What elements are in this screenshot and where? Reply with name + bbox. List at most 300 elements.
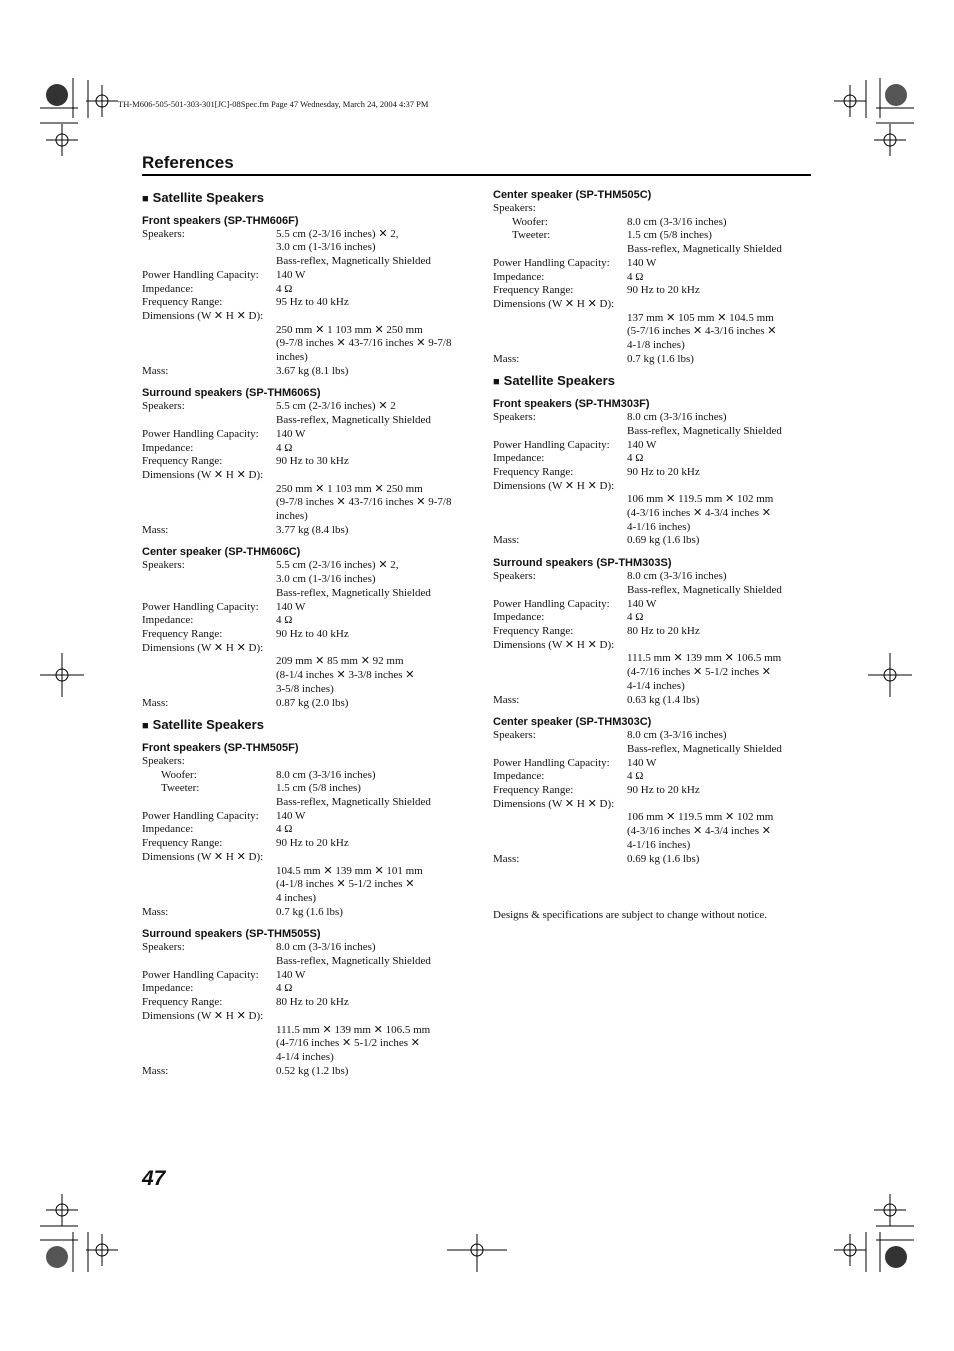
spec-label: Speakers: [142, 941, 185, 954]
spec-label [493, 312, 627, 326]
spec-label [142, 878, 276, 892]
spec-value [627, 798, 823, 812]
spec-row [493, 598, 823, 612]
speaker-model-title: Surround speakers (SP-THM303S) [493, 557, 672, 570]
spec-label [142, 241, 276, 255]
spec-column-right [493, 188, 823, 874]
spec-label: Power Handling Capacity: [142, 600, 259, 613]
speaker-spec-block [142, 545, 472, 710]
spec-value: 140 W [276, 427, 306, 440]
spec-label: Mass: [493, 352, 520, 365]
spec-label: Power Handling Capacity: [142, 268, 259, 281]
spec-label [493, 743, 627, 757]
spec-row [142, 755, 472, 769]
spec-label: Frequency Range: [142, 837, 223, 850]
spec-row [493, 271, 823, 285]
spec-row [142, 241, 472, 255]
spec-value: 1.5 cm (5/8 inches) [276, 782, 361, 795]
spec-row [142, 1051, 472, 1065]
spec-value: Bass-reflex, Magnetically Shielded [627, 424, 782, 437]
speaker-model-title: Center speaker (SP-THM505C) [493, 189, 652, 201]
spec-label: Dimensions (W ✕ H ✕ D): [493, 797, 615, 810]
spec-value: 90 Hz to 20 kHz [627, 784, 700, 797]
spec-value: 5.5 cm (2-3/16 inches) ✕ 2, [276, 559, 399, 572]
spec-value: 250 mm ✕ 1 103 mm ✕ 250 mm [276, 482, 423, 495]
spec-label: Tweeter: [161, 782, 200, 795]
spec-row [493, 411, 823, 425]
spec-row [493, 570, 823, 584]
spec-label: Power Handling Capacity: [142, 809, 259, 822]
spec-row [142, 1065, 472, 1079]
spec-row [142, 955, 472, 969]
spec-label [493, 839, 627, 853]
spec-value [276, 755, 472, 769]
spec-value [627, 639, 823, 653]
spec-value: 8.0 cm (3-3/16 inches) [627, 729, 727, 742]
spec-row [142, 442, 472, 456]
spec-value: 4 inches) [276, 891, 317, 904]
spec-value: 4 Ω [276, 282, 293, 295]
spec-value: 104.5 mm ✕ 139 mm ✕ 101 mm [276, 864, 423, 877]
spec-value: (5-7/16 inches ✕ 4-3/16 inches ✕ [627, 325, 777, 338]
spec-value: 4 Ω [276, 614, 293, 627]
spec-label [493, 680, 627, 694]
spec-label [142, 337, 276, 351]
spec-row [493, 625, 823, 639]
spec-label [493, 825, 627, 839]
spec-label: Impedance: [493, 452, 545, 465]
spec-row [493, 480, 823, 494]
spec-label: Speakers: [142, 559, 185, 572]
spec-value: 8.0 cm (3-3/16 inches) [627, 215, 727, 228]
spec-value: 5.5 cm (2-3/16 inches) ✕ 2 [276, 400, 396, 413]
speaker-model-title: Center speaker (SP-THM303C) [493, 716, 652, 729]
speaker-spec-block [142, 927, 472, 1078]
spec-label [142, 655, 276, 669]
spec-row [493, 243, 823, 257]
spec-label [493, 339, 627, 353]
spec-label [493, 521, 627, 535]
spec-value: 0.69 kg (1.6 lbs) [627, 534, 700, 547]
spec-row [493, 493, 823, 507]
spec-label: Dimensions (W ✕ H ✕ D): [142, 1009, 264, 1022]
spec-label [142, 955, 276, 969]
speaker-model-title: Center speaker (SP-THM606C) [142, 546, 301, 559]
spec-value: 0.69 kg (1.6 lbs) [627, 852, 700, 865]
spec-value: 4 Ω [276, 823, 293, 836]
spec-value: Bass-reflex, Magnetically Shielded [627, 742, 782, 755]
spec-label [142, 1037, 276, 1051]
spec-row [142, 400, 472, 414]
spec-row [142, 628, 472, 642]
spec-label [142, 351, 276, 365]
spec-value [276, 642, 472, 656]
spec-label: Power Handling Capacity: [493, 756, 610, 769]
spec-label: Mass: [142, 696, 169, 709]
spec-label: Mass: [493, 693, 520, 706]
spec-label [142, 865, 276, 879]
spec-value: 3.67 kg (8.1 lbs) [276, 364, 349, 377]
spec-value: 140 W [627, 597, 657, 610]
spec-label [142, 324, 276, 338]
spec-row [493, 439, 823, 453]
spec-label [493, 325, 627, 339]
spec-label: Dimensions (W ✕ H ✕ D): [142, 641, 264, 654]
spec-row [493, 298, 823, 312]
spec-row [142, 796, 472, 810]
spec-value: 0.52 kg (1.2 lbs) [276, 1064, 349, 1077]
spec-value: 4-1/16 inches) [627, 520, 691, 533]
spec-value: 4 Ω [276, 982, 293, 995]
spec-row [142, 428, 472, 442]
spec-value: 140 W [276, 268, 306, 281]
spec-label: Impedance: [142, 982, 194, 995]
spec-row [142, 337, 472, 351]
spec-value: 95 Hz to 40 kHz [276, 296, 349, 309]
spec-value: 111.5 mm ✕ 139 mm ✕ 106.5 mm [276, 1023, 431, 1036]
satellite-heading-text: Satellite Speakers [503, 373, 615, 389]
spec-row [142, 573, 472, 587]
spec-label [142, 1051, 276, 1065]
spec-value [276, 1010, 472, 1024]
spec-row [142, 697, 472, 711]
spec-value: (4-7/16 inches ✕ 5-1/2 inches ✕ [627, 666, 771, 679]
spec-value: 106 mm ✕ 119.5 mm ✕ 102 mm [627, 811, 774, 824]
satellite-heading-text: Satellite Speakers [152, 190, 264, 205]
spec-row [493, 353, 823, 367]
spec-row [142, 683, 472, 697]
spec-value: 4-1/4 inches) [276, 1050, 334, 1063]
header-rule [142, 174, 811, 176]
spec-value: 4-1/16 inches) [627, 838, 691, 851]
spec-label [142, 496, 276, 510]
spec-row [142, 1010, 472, 1024]
page-section-title: References [142, 153, 234, 172]
spec-row [493, 325, 823, 339]
spec-row [142, 823, 472, 837]
spec-label [142, 573, 276, 587]
spec-row [493, 521, 823, 535]
spec-label: Woofer: [161, 768, 197, 781]
spec-row [142, 510, 472, 524]
spec-row [142, 969, 472, 983]
spec-value: (9-7/8 inches ✕ 43-7/16 inches ✕ 9-7/8 [276, 496, 452, 509]
spec-label: Mass: [493, 852, 520, 865]
spec-label [493, 425, 627, 439]
spec-row [142, 669, 472, 683]
spec-value: inches) [276, 351, 308, 364]
spec-row [493, 729, 823, 743]
spec-label: Speakers: [493, 411, 536, 424]
spec-row [142, 283, 472, 297]
spec-label: Frequency Range: [142, 627, 223, 640]
spec-label: Woofer: [512, 215, 548, 228]
spec-value: (8-1/4 inches ✕ 3-3/8 inches ✕ [276, 669, 415, 682]
spec-value: 140 W [627, 756, 657, 769]
speaker-model-title: Surround speakers (SP-THM606S) [142, 387, 321, 400]
spec-row [142, 296, 472, 310]
spec-row [493, 584, 823, 598]
spec-row [142, 269, 472, 283]
spec-label [142, 483, 276, 497]
spec-label: Speakers: [142, 400, 185, 413]
spec-value: 111.5 mm ✕ 139 mm ✕ 106.5 mm [627, 652, 782, 665]
spec-value: Bass-reflex, Magnetically Shielded [276, 414, 431, 427]
spec-value: 140 W [276, 600, 306, 613]
spec-label: Impedance: [142, 282, 194, 295]
spec-row [493, 466, 823, 480]
spec-value [627, 298, 823, 312]
spec-row [493, 639, 823, 653]
spec-row [493, 652, 823, 666]
spec-row [142, 455, 472, 469]
spec-value: 1.5 cm (5/8 inches) [627, 229, 712, 242]
spec-row [493, 216, 823, 230]
spec-label: Mass: [142, 523, 169, 536]
spec-column-left [142, 186, 472, 1086]
footer-note: Designs & specifications are subject to change without notice. [493, 909, 768, 921]
spec-label [142, 683, 276, 697]
speaker-model-title: Surround speakers (SP-THM505S) [142, 928, 321, 941]
speaker-spec-block [142, 214, 472, 379]
spec-value: 80 Hz to 20 kHz [276, 996, 349, 1009]
spec-label [142, 414, 276, 428]
spec-row [493, 257, 823, 271]
spec-label [493, 507, 627, 521]
spec-label: Power Handling Capacity: [493, 597, 610, 610]
spec-row [493, 839, 823, 853]
spec-value: 8.0 cm (3-3/16 inches) [627, 411, 727, 424]
spec-value: 250 mm ✕ 1 103 mm ✕ 250 mm [276, 323, 423, 336]
spec-value: 0.63 kg (1.4 lbs) [627, 693, 700, 706]
speaker-model-title: Front speakers (SP-THM606F) [142, 214, 299, 227]
spec-row [142, 365, 472, 379]
spec-row [142, 255, 472, 269]
spec-value [276, 851, 472, 865]
spec-label: Frequency Range: [142, 455, 223, 468]
spec-row [142, 892, 472, 906]
spec-row [142, 769, 472, 783]
spec-row [493, 534, 823, 548]
spec-value: (4-1/8 inches ✕ 5-1/2 inches ✕ [276, 878, 415, 891]
spec-row [493, 694, 823, 708]
spec-label: Speakers: [493, 202, 536, 214]
spec-row [493, 339, 823, 353]
spec-row [142, 1037, 472, 1051]
speaker-spec-block [493, 397, 823, 548]
spec-row [142, 414, 472, 428]
spec-value: 90 Hz to 40 kHz [276, 627, 349, 640]
spec-value: Bass-reflex, Magnetically Shielded [276, 586, 431, 599]
spec-value: 140 W [276, 809, 306, 822]
spec-row [142, 1024, 472, 1038]
spec-label: Tweeter: [512, 229, 551, 242]
spec-row [493, 229, 823, 243]
spec-label: Mass: [493, 534, 520, 547]
spec-label: Dimensions (W ✕ H ✕ D): [142, 468, 264, 481]
spec-label: Impedance: [142, 823, 194, 836]
spec-value: 90 Hz to 20 kHz [276, 837, 349, 850]
speaker-spec-block [142, 741, 472, 919]
spec-label: Dimensions (W ✕ H ✕ D): [142, 309, 264, 322]
satellite-heading-text: Satellite Speakers [152, 717, 264, 733]
spec-label [493, 584, 627, 598]
spec-label [493, 811, 627, 825]
spec-value: 3.0 cm (1-3/16 inches) [276, 241, 376, 254]
spec-label [493, 493, 627, 507]
square-bullet-icon: ■ [142, 720, 149, 733]
spec-row [142, 587, 472, 601]
spec-value: 4 Ω [627, 452, 644, 465]
spec-row [142, 782, 472, 796]
spec-row [493, 825, 823, 839]
spec-value: Bass-reflex, Magnetically Shielded [276, 955, 431, 968]
spec-value: 3.0 cm (1-3/16 inches) [276, 573, 376, 586]
spec-value: Bass-reflex, Magnetically Shielded [627, 243, 782, 256]
spec-row [493, 798, 823, 812]
spec-value: (4-3/16 inches ✕ 4-3/4 inches ✕ [627, 825, 771, 838]
spec-value: 140 W [627, 438, 657, 451]
spec-row [142, 906, 472, 920]
spec-value: inches) [276, 510, 308, 523]
spec-row [142, 496, 472, 510]
spec-row [142, 469, 472, 483]
spec-label: Frequency Range: [142, 296, 223, 309]
spec-row [493, 425, 823, 439]
spec-label [142, 1024, 276, 1038]
spec-row [142, 851, 472, 865]
spec-row [493, 770, 823, 784]
spec-label: Power Handling Capacity: [493, 438, 610, 451]
spec-row [142, 310, 472, 324]
speaker-spec-block [493, 715, 823, 866]
spec-value: 4-1/8 inches) [627, 339, 685, 352]
spec-label [142, 892, 276, 906]
spec-label: Power Handling Capacity: [493, 256, 610, 269]
spec-value: (4-7/16 inches ✕ 5-1/2 inches ✕ [276, 1037, 420, 1050]
speaker-model-title: Front speakers (SP-THM303F) [493, 398, 650, 411]
spec-label: Dimensions (W ✕ H ✕ D): [493, 638, 615, 651]
spec-value: 0.7 kg (1.6 lbs) [627, 352, 694, 365]
spec-row [142, 559, 472, 573]
spec-row [142, 524, 472, 538]
square-bullet-icon: ■ [493, 376, 500, 389]
satellite-heading [142, 191, 472, 207]
spec-value: 0.87 kg (2.0 lbs) [276, 696, 349, 709]
spec-row [493, 611, 823, 625]
spec-row [142, 941, 472, 955]
spec-value [276, 310, 472, 324]
spec-value: 3-5/8 inches) [276, 682, 334, 695]
spec-value: 140 W [627, 256, 657, 269]
spec-row [142, 878, 472, 892]
spec-value: 4 Ω [276, 441, 293, 454]
spec-row [142, 351, 472, 365]
speaker-spec-block [493, 188, 823, 366]
spec-label: Speakers: [493, 729, 536, 742]
spec-row [142, 837, 472, 851]
spec-value: 90 Hz to 30 kHz [276, 455, 349, 468]
spec-label [493, 666, 627, 680]
spec-value: Bass-reflex, Magnetically Shielded [627, 583, 782, 596]
spec-row [493, 757, 823, 771]
spec-label: Mass: [142, 364, 169, 377]
spec-row [142, 642, 472, 656]
spec-row [493, 743, 823, 757]
spec-label: Mass: [142, 1064, 169, 1077]
spec-value: 0.7 kg (1.6 lbs) [276, 905, 343, 918]
square-bullet-icon: ■ [142, 193, 149, 205]
spec-label [142, 510, 276, 524]
spec-row [493, 811, 823, 825]
spec-value: 140 W [276, 968, 306, 981]
spec-row [493, 202, 823, 216]
spec-label: Frequency Range: [142, 996, 223, 1009]
spec-value: 106 mm ✕ 119.5 mm ✕ 102 mm [627, 493, 774, 506]
spec-value: 4 Ω [627, 270, 644, 283]
spec-label: Impedance: [142, 441, 194, 454]
satellite-heading [493, 374, 823, 390]
speaker-model-title: Front speakers (SP-THM505F) [142, 741, 299, 754]
spec-row [142, 614, 472, 628]
spec-label: Speakers: [142, 754, 185, 767]
speaker-spec-block [142, 386, 472, 537]
spec-label: Dimensions (W ✕ H ✕ D): [142, 850, 264, 863]
spec-row [142, 228, 472, 242]
spec-row [142, 601, 472, 615]
spec-value: 8.0 cm (3-3/16 inches) [627, 570, 727, 583]
spec-row [142, 655, 472, 669]
spec-label: Power Handling Capacity: [142, 968, 259, 981]
spec-label: Frequency Range: [493, 784, 574, 797]
spec-label: Frequency Range: [493, 284, 574, 297]
spec-label: Impedance: [142, 614, 194, 627]
spec-value: 4 Ω [627, 770, 644, 783]
spec-value: 209 mm ✕ 85 mm ✕ 92 mm [276, 655, 404, 668]
spec-row [493, 284, 823, 298]
spec-label [142, 587, 276, 601]
spec-row [142, 810, 472, 824]
spec-value: (4-3/16 inches ✕ 4-3/4 inches ✕ [627, 507, 771, 520]
spec-value: 80 Hz to 20 kHz [627, 624, 700, 637]
spec-row [493, 853, 823, 867]
spec-label: Impedance: [493, 611, 545, 624]
spec-row [493, 507, 823, 521]
spec-value: 4 Ω [627, 611, 644, 624]
spec-row [493, 666, 823, 680]
spec-label: Dimensions (W ✕ H ✕ D): [493, 479, 615, 492]
spec-value: 137 mm ✕ 105 mm ✕ 104.5 mm [627, 311, 774, 324]
spec-label [493, 243, 627, 257]
spec-value: Bass-reflex, Magnetically Shielded [276, 796, 431, 809]
spec-row [142, 865, 472, 879]
spec-label: Dimensions (W ✕ H ✕ D): [493, 297, 615, 310]
file-header: TH-M606-505-501-303-301[JC]-08Spec.fm Page 47 Wednesday, March 24, 2004 4:37 PM [118, 99, 429, 109]
spec-row [142, 982, 472, 996]
spec-row [493, 452, 823, 466]
spec-label: Impedance: [493, 270, 545, 283]
spec-label: Speakers: [142, 227, 185, 240]
spec-value: 5.5 cm (2-3/16 inches) ✕ 2, [276, 227, 399, 240]
spec-label: Frequency Range: [493, 465, 574, 478]
spec-row [142, 483, 472, 497]
satellite-heading [142, 718, 472, 734]
spec-label: Mass: [142, 905, 169, 918]
spec-row [142, 324, 472, 338]
page-number: 47 [142, 1167, 166, 1190]
spec-value [627, 202, 823, 216]
spec-label [142, 669, 276, 683]
